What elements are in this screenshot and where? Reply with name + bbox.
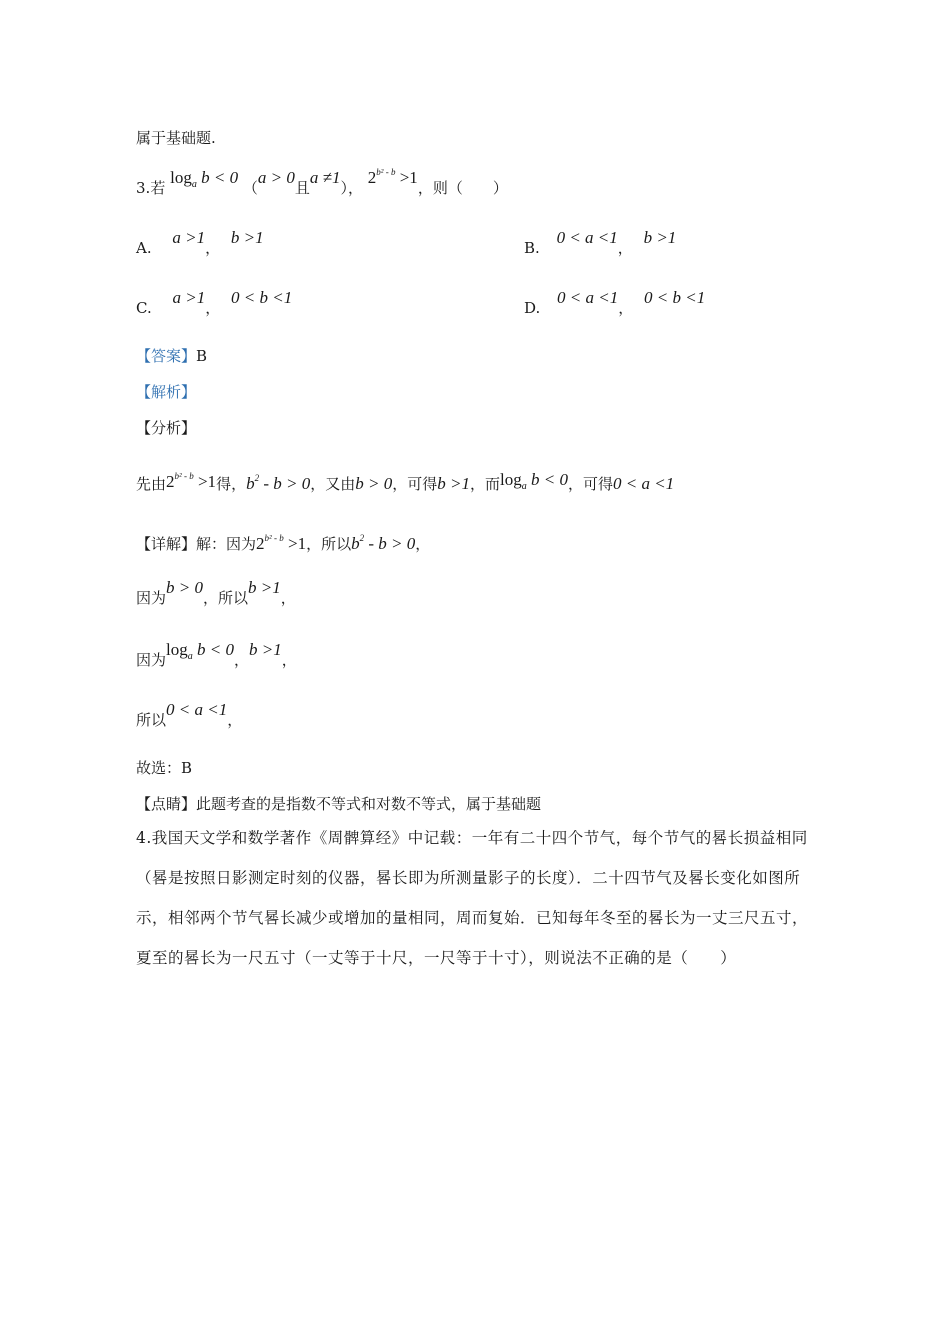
option-a[interactable]: A. a >1， b >1 — [136, 228, 264, 257]
previous-question-note: 属于基础题. — [136, 129, 216, 147]
step-2: 因为$\log_a b < 0$，b >1， — [136, 640, 297, 669]
detail-tag: 【详解】 — [136, 535, 197, 553]
step-3: 所以0 < a <1， — [136, 700, 243, 729]
question-number: 3. — [136, 179, 151, 197]
answer-value: B — [196, 347, 208, 365]
exp-condition: $2^{b^2 - b} >1$ — [367, 167, 418, 187]
option-d[interactable]: D. 0 < a <1， 0 < b <1 — [524, 288, 706, 317]
option-b[interactable]: B. 0 < a <1， b >1 — [524, 228, 677, 257]
option-c[interactable]: C. a >1， 0 < b <1 — [136, 288, 293, 317]
step-1: 因为b > 0，所以b >1， — [136, 578, 296, 607]
answer-line — [136, 346, 207, 366]
final-choice: 故选：B — [136, 759, 193, 777]
comment-text: 此题考查的是指数不等式和对数不等式，属于基础题 — [196, 795, 542, 813]
detail-content: 【详解】解：因为$2^{b^2 - b} >1$，所以$b^2 - b > 0$， — [136, 533, 431, 553]
comment-line — [136, 794, 541, 814]
comment-tag: 【点睛】 — [136, 795, 197, 813]
question-4-stem: 4.我国天文学和数学著作《周髀算经》中记载：一年有二十四个节气，每个节气的晷长损益相同（晷是按照日影测定时刻的仪器，晷长即为所测量影子的长度）．二十四节气及晷长变化如图所示，相邻两个节气晷长减少或增加的量相同，周而复始．已知每年冬至的晷长为一丈三尺五寸，夏至的晷长为一尺五寸（一丈等于十尺，一尺等于十寸），则说法不正确的是（ ） — [136, 829, 809, 967]
condition-a-not-one: a ≠1 — [309, 168, 341, 187]
fenxi-content: 先由$2^{b^2 - b} >1$得，$b^2 - b > 0$，又由b > 0，可得b >1，而$\log_a b < 0$，可得0 < a <1 — [136, 470, 675, 493]
fenxi-tag: 【分析】 — [136, 419, 197, 437]
condition-a-positive: a > 0 — [257, 168, 295, 187]
log-condition: $\log_a b < 0$ — [170, 168, 239, 190]
answer-tag: 【答案】 — [136, 347, 197, 365]
question-3-stem: 3.若 $\log_a b < 0$ （a > 0且a ≠1）， $2^{b^2 - b} >1$，则（ ） — [136, 167, 508, 197]
analysis-tag: 【解析】 — [136, 383, 197, 401]
